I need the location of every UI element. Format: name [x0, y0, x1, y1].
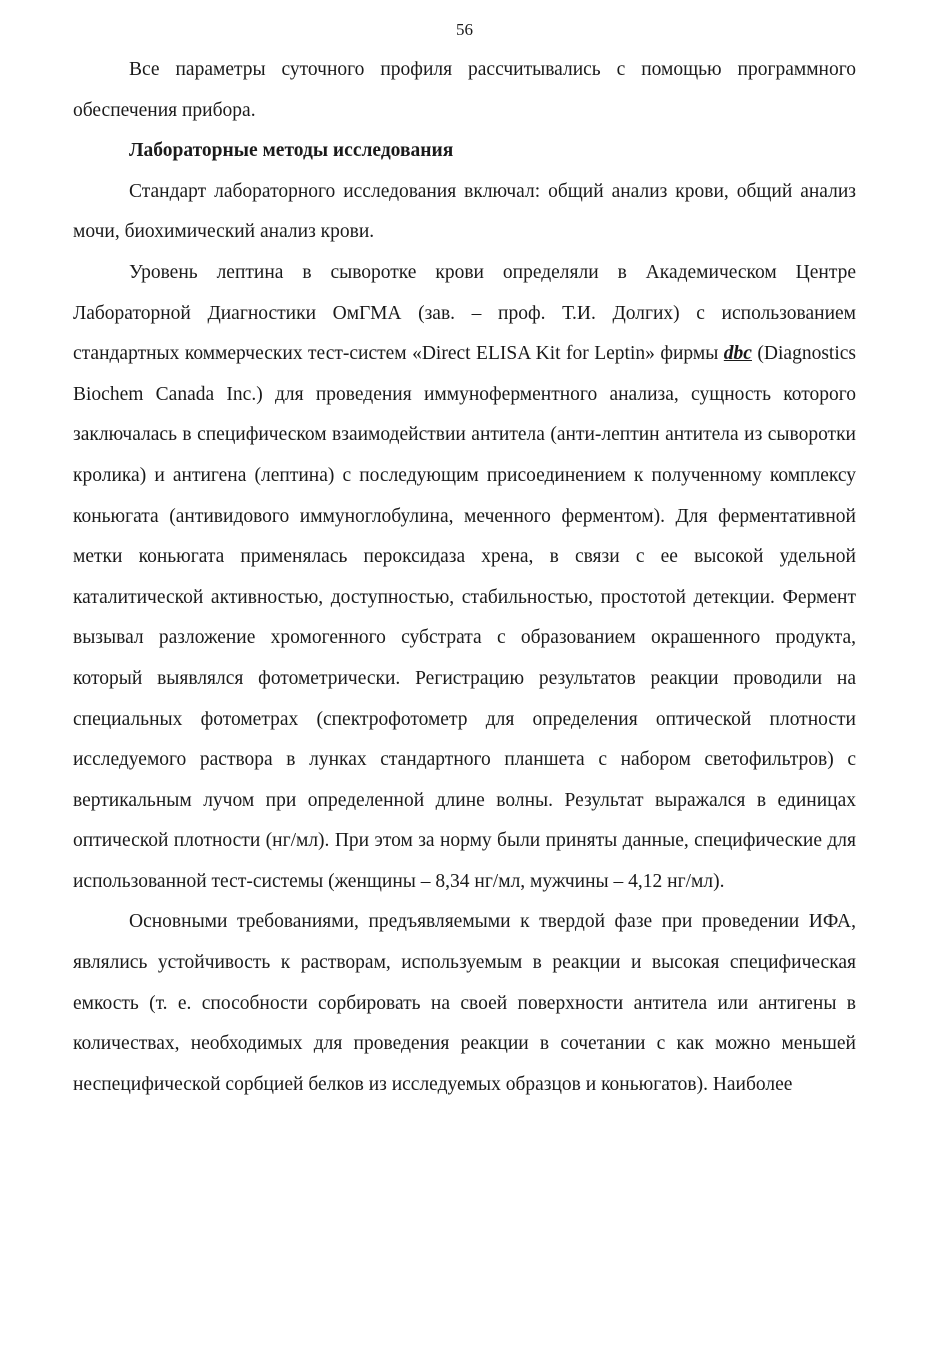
- section-heading-lab-methods: Лабораторные методы исследования: [129, 140, 454, 162]
- paragraph-solid-phase: Основными требованиями, предъявляемыми к твердой фазе при проведении ИФА, являлись устойчивость к растворам, используемым в реакции и высокая специфическая емкость (т. е. способности сорбировать на своей поверхности антитела или антигены в количествах, необходимых для проведения реакции в сочетании с как можно меньшей неспецифической сорбцией белков из исследуемых образцов и коньюгатов). Наиболее: [73, 911, 856, 1095]
- paragraph-standard-tests: Стандарт лабораторного исследования включал: общий анализ крови, общий анализ мочи, биохимический анализ крови.: [73, 180, 856, 243]
- leptin-text-before: Уровень лептина в сыворотке крови определяли в Академическом Центре Лабораторной Диагностики ОмГМА (зав. – проф. Т.И. Долгих) с использованием стандартных коммерческих тест-систем «Direct ELISA Kit for Leptin» фирмы: [73, 261, 856, 365]
- paragraph-software: Все параметры суточного профиля рассчитывались с помощью программного обеспечения прибора.: [73, 59, 856, 121]
- paragraph-leptin-method: [73, 253, 856, 903]
- document-body: [73, 50, 856, 1105]
- page-number: 56: [456, 20, 473, 39]
- leptin-text-after: (Diagnostics Biochem Canada Inc.) для проведения иммуноферментного анализа, сущность которого заключалась в специфическом взаимодействии антитела (анти-лептин антитела из сыворотки кролика) и антигена (лептина) с последующим присоединением к полученному комплексу коньюгата (антивидового иммуноглобулина, меченного ферментом). Для ферментативной метки коньюгата применялась пероксидаза хрена, в связи с ее высокой удельной каталитической активностью, доступностью, стабильностью, простотой детекции. Фермент вызывал разложение хромогенного субстрата с образованием окрашенного продукта, который выявлялся фотометрически. Регистрацию результатов реакции проводили на специальных фотометрах (спектрофотометр для определения оптической плотности исследуемого раствора в лунках стандартного планшета с набором светофильтров) с вертикальным лучом при определенной длине волны. Результат выражался в единицах оптической плотности (нг/мл). При этом за норму были приняты данные, специфические для использованной тест-системы (женщины – 8,34 нг/мл, мужчины – 4,12 нг/мл).: [73, 343, 856, 892]
- brand-dbc: dbc: [723, 343, 752, 365]
